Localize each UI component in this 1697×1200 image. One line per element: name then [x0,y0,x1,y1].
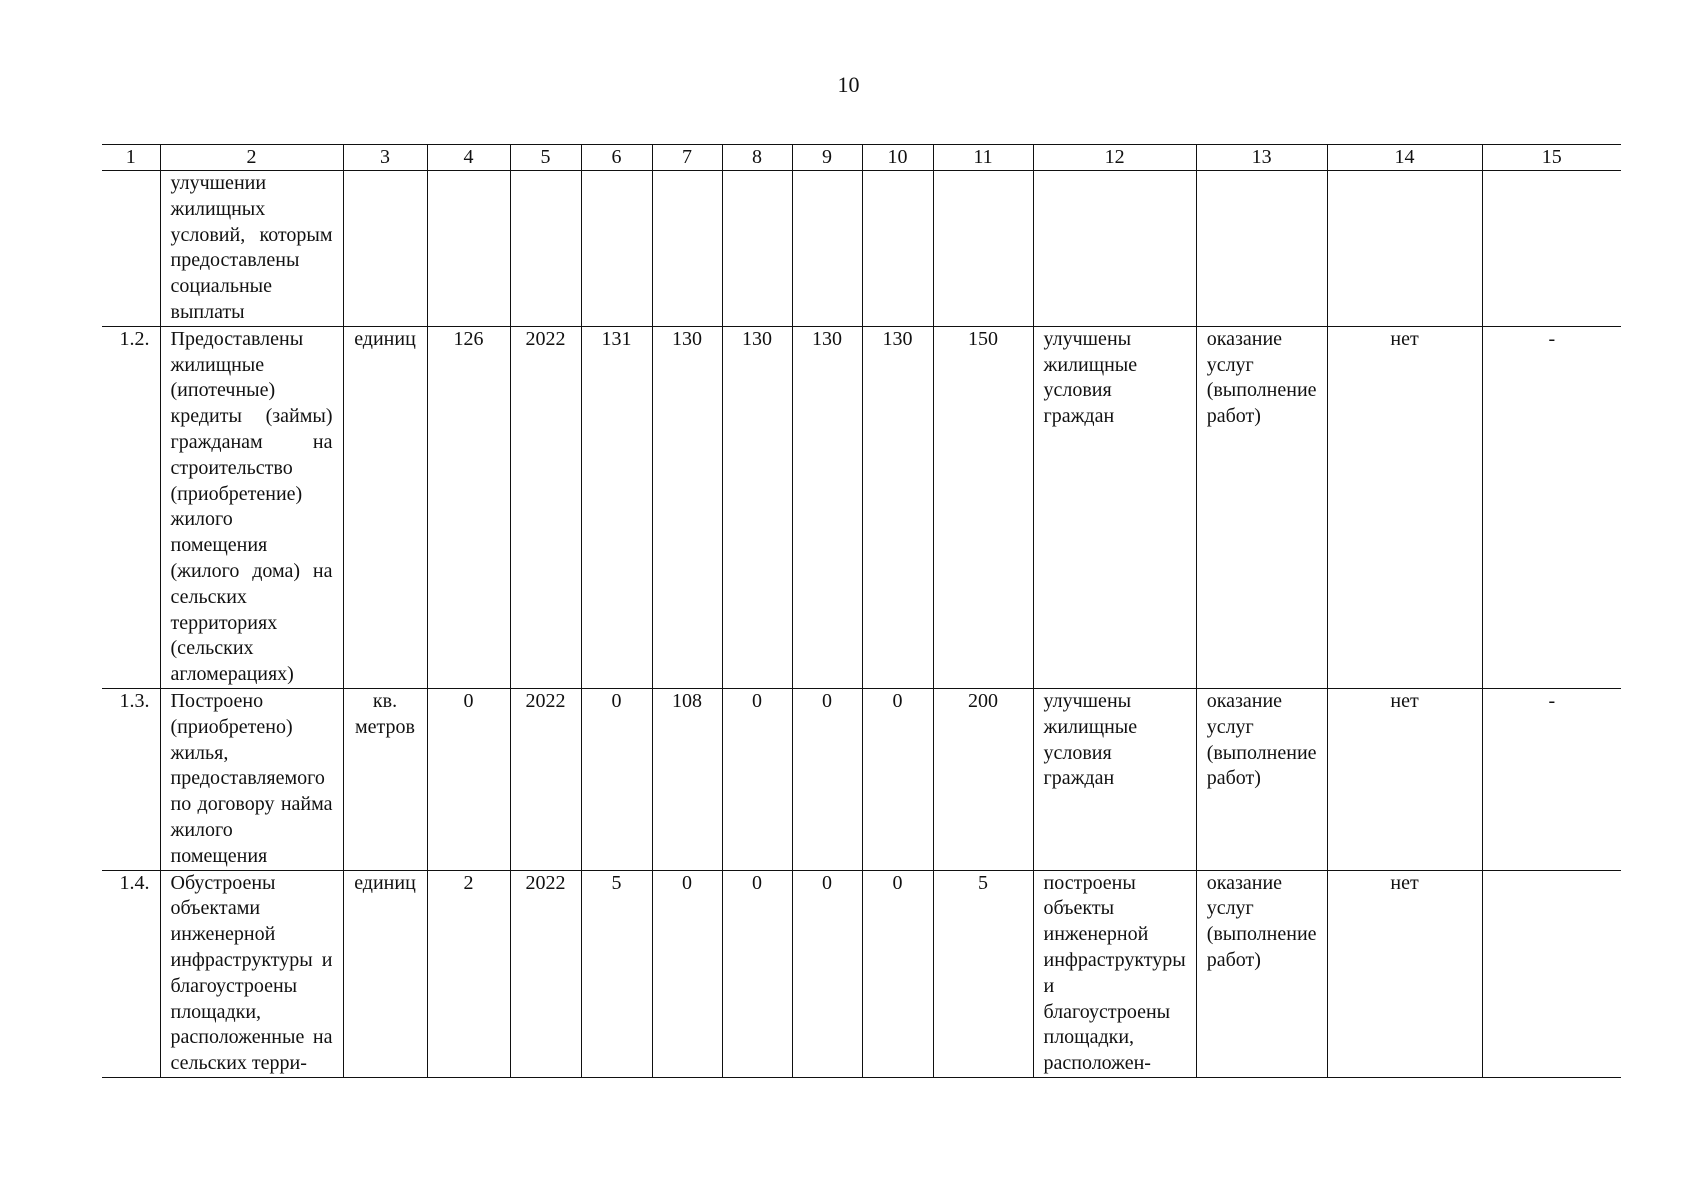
type-cell: оказание услуг (выполнение работ) [1196,688,1327,870]
value-cell [862,171,933,327]
flag-cell [1327,171,1482,327]
value-cell: 0 [581,688,652,870]
value-cell [652,171,722,327]
unit-cell [343,171,427,327]
value-cell [792,171,862,327]
flag-cell: нет [1327,870,1482,1077]
row-index: 1.2. [102,326,160,688]
value-cell: 108 [652,688,722,870]
base-value-cell: 126 [427,326,510,688]
column-header: 7 [652,145,722,171]
note-cell: - [1482,688,1621,870]
value-cell: 0 [722,688,792,870]
base-year-cell: 2022 [510,326,581,688]
column-header: 11 [933,145,1033,171]
value-cell: 200 [933,688,1033,870]
column-header: 15 [1482,145,1621,171]
type-cell [1196,171,1327,327]
value-cell: 0 [862,688,933,870]
flag-cell: нет [1327,688,1482,870]
indicator-name: Построено (приобретено) жилья, предоставляемого по договору найма жилого помещения [160,688,343,870]
column-header: 2 [160,145,343,171]
row-index: 1.4. [102,870,160,1077]
base-value-cell: 2 [427,870,510,1077]
table-row [102,870,1621,1077]
value-cell: 5 [933,870,1033,1077]
indicators-table [102,144,1621,1078]
value-cell: 0 [722,870,792,1077]
value-cell: 150 [933,326,1033,688]
base-year-cell: 2022 [510,870,581,1077]
base-value-cell [427,171,510,327]
base-year-cell: 2022 [510,688,581,870]
result-cell [1033,171,1196,327]
column-header: 12 [1033,145,1196,171]
value-cell [581,171,652,327]
type-cell: оказание услуг (выполнение работ) [1196,326,1327,688]
value-cell: 0 [792,870,862,1077]
value-cell: 130 [862,326,933,688]
unit-cell: кв. метров [343,688,427,870]
column-header: 10 [862,145,933,171]
column-header: 14 [1327,145,1482,171]
unit-cell: единиц [343,326,427,688]
page-number: 10 [837,72,860,97]
column-header: 9 [792,145,862,171]
column-header: 3 [343,145,427,171]
result-cell: улучшены жилищные условия граждан [1033,326,1196,688]
column-header: 6 [581,145,652,171]
indicator-name: Предоставлены жилищные (ипотечные) кредиты (займы) гражданам на строительство (приобретение) жилого помещения (жилого дома) на сельских территориях (сельских агломерациях) [160,326,343,688]
column-header: 13 [1196,145,1327,171]
value-cell: 0 [652,870,722,1077]
table-row [102,326,1621,688]
indicator-name: Обустроены объектами инженерной инфраструктуры и благоустроены площадки, расположенные на сельских терри- [160,870,343,1077]
value-cell: 130 [722,326,792,688]
column-header: 1 [102,145,160,171]
value-cell: 131 [581,326,652,688]
type-cell: оказание услуг (выполнение работ) [1196,870,1327,1077]
note-cell [1482,870,1621,1077]
value-cell: 130 [652,326,722,688]
column-number-row [102,145,1621,171]
value-cell: 130 [792,326,862,688]
value-cell: 0 [862,870,933,1077]
result-cell: построены объекты инженерной инфраструктуры и благоустроены площадки, расположен- [1033,870,1196,1077]
row-index [102,171,160,327]
column-header: 5 [510,145,581,171]
flag-cell: нет [1327,326,1482,688]
base-value-cell: 0 [427,688,510,870]
note-cell [1482,171,1621,327]
value-cell: 5 [581,870,652,1077]
result-cell: улучшены жилищные условия граждан [1033,688,1196,870]
value-cell [722,171,792,327]
indicator-name: улучшении жилищных условий, которым предоставлены социальные выплаты [160,171,343,327]
note-cell: - [1482,326,1621,688]
value-cell: 0 [792,688,862,870]
row-index: 1.3. [102,688,160,870]
column-header: 4 [427,145,510,171]
column-header: 8 [722,145,792,171]
unit-cell: единиц [343,870,427,1077]
table-row [102,688,1621,870]
base-year-cell [510,171,581,327]
value-cell [933,171,1033,327]
table-row [102,171,1621,327]
